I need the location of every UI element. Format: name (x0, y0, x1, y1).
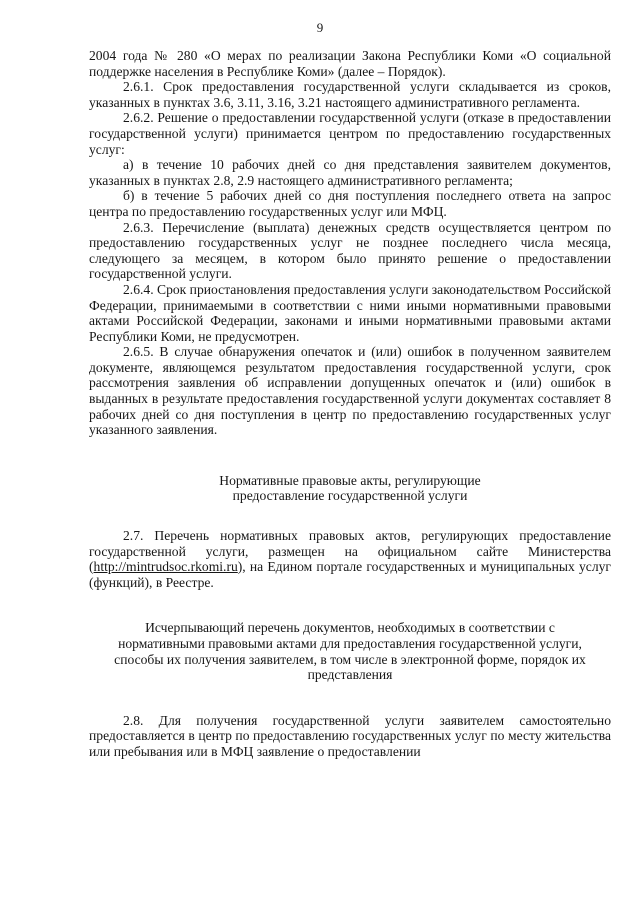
section-heading-documents (89, 620, 611, 682)
section-heading-normative-acts (89, 473, 611, 504)
heading-line: нормативными правовыми актами для предоставления государственной услуги, (118, 636, 582, 651)
paragraph-continuation: 2004 года № 280 «О мерах по реализации Закона Республики Коми «О социальной поддержке населения в Республике Коми» (далее – Порядок). (89, 48, 611, 79)
heading-line: способы их получения заявителем, в том числе в электронной форме, порядок их (114, 651, 586, 667)
document-body (89, 48, 611, 760)
heading-line: предоставление государственной услуги (232, 488, 468, 504)
ministry-website-link[interactable]: http://mintrudsoc.rkomi.ru (93, 559, 238, 575)
paragraph-2-7 (89, 528, 611, 590)
paragraph-2-6-2: 2.6.2. Решение о предоставлении государственной услуги (отказе в предоставлении государственной услуги) принимается центром по предоставлению государственных услуг: (89, 110, 611, 157)
page-number: 9 (316, 20, 324, 35)
paragraph-2-6-4: 2.6.4. Срок приостановления предоставления услуги законодательством Российской Федерации, принимаемыми в соответствии с ними иными нормативными правовыми актами Российской Федерации, законами и иными нормативными правовыми актами Республики Коми, не предусмотрен. (89, 281, 611, 344)
paragraph-2-6-2-b: б) в течение 5 рабочих дней со дня поступления последнего ответа на запрос центра по предоставлению государственных услуг или МФЦ. (89, 188, 611, 219)
paragraph-2-6-3: 2.6.3. Перечисление (выплата) денежных средств осуществляется центром по предоставлению государственных услуг не позднее последнего числа месяца, следующего за месяцем, в котором было принято решение о предоставлении государственной услуги. (89, 219, 611, 282)
paragraph-text: 2.7. Перечень нормативных правовых актов, регулирующих предоставление государственной услуги, размещен на официальном сайте Министерства ( (89, 528, 611, 575)
heading-line: представления (307, 667, 393, 683)
heading-line: Нормативные правовые акты, регулирующие (219, 472, 481, 488)
paragraph-2-6-2-a: а) в течение 10 рабочих дней со дня представления заявителем документов, указанных в пунктах 2.8, 2.9 настоящего административного регламента; (89, 157, 611, 188)
heading-line: Исчерпывающий перечень документов, необходимых в соответствии с (145, 620, 555, 636)
paragraph-text: ), на Едином портале государственных и муниципальных услуг (функций), в Реестре. (89, 559, 611, 590)
paragraph-2-6-1: 2.6.1. Срок предоставления государственной услуги складывается из сроков, указанных в пунктах 3.6, 3.11, 3.16, 3.21 настоящего административного регламента. (89, 79, 611, 110)
paragraph-2-6-5: 2.6.5. В случае обнаружения опечаток и (или) ошибок в полученном заявителем документе, являющемся результатом предоставления государственной услуги, срок рассмотрения заявления об исправлении допущенных опечаток и (или) ошибок в выданных в результате предоставления государственной услуги документах составляет 8 рабочих дней со дня поступления в центр по предоставлению государственных услуг указанного заявления. (89, 344, 611, 438)
paragraph-2-8: 2.8. Для получения государственной услуги заявителем самостоятельно предоставляется в центр по предоставлению государственных услуг по месту жительства или пребывания или в МФЦ заявление о предоставлении (89, 712, 611, 759)
